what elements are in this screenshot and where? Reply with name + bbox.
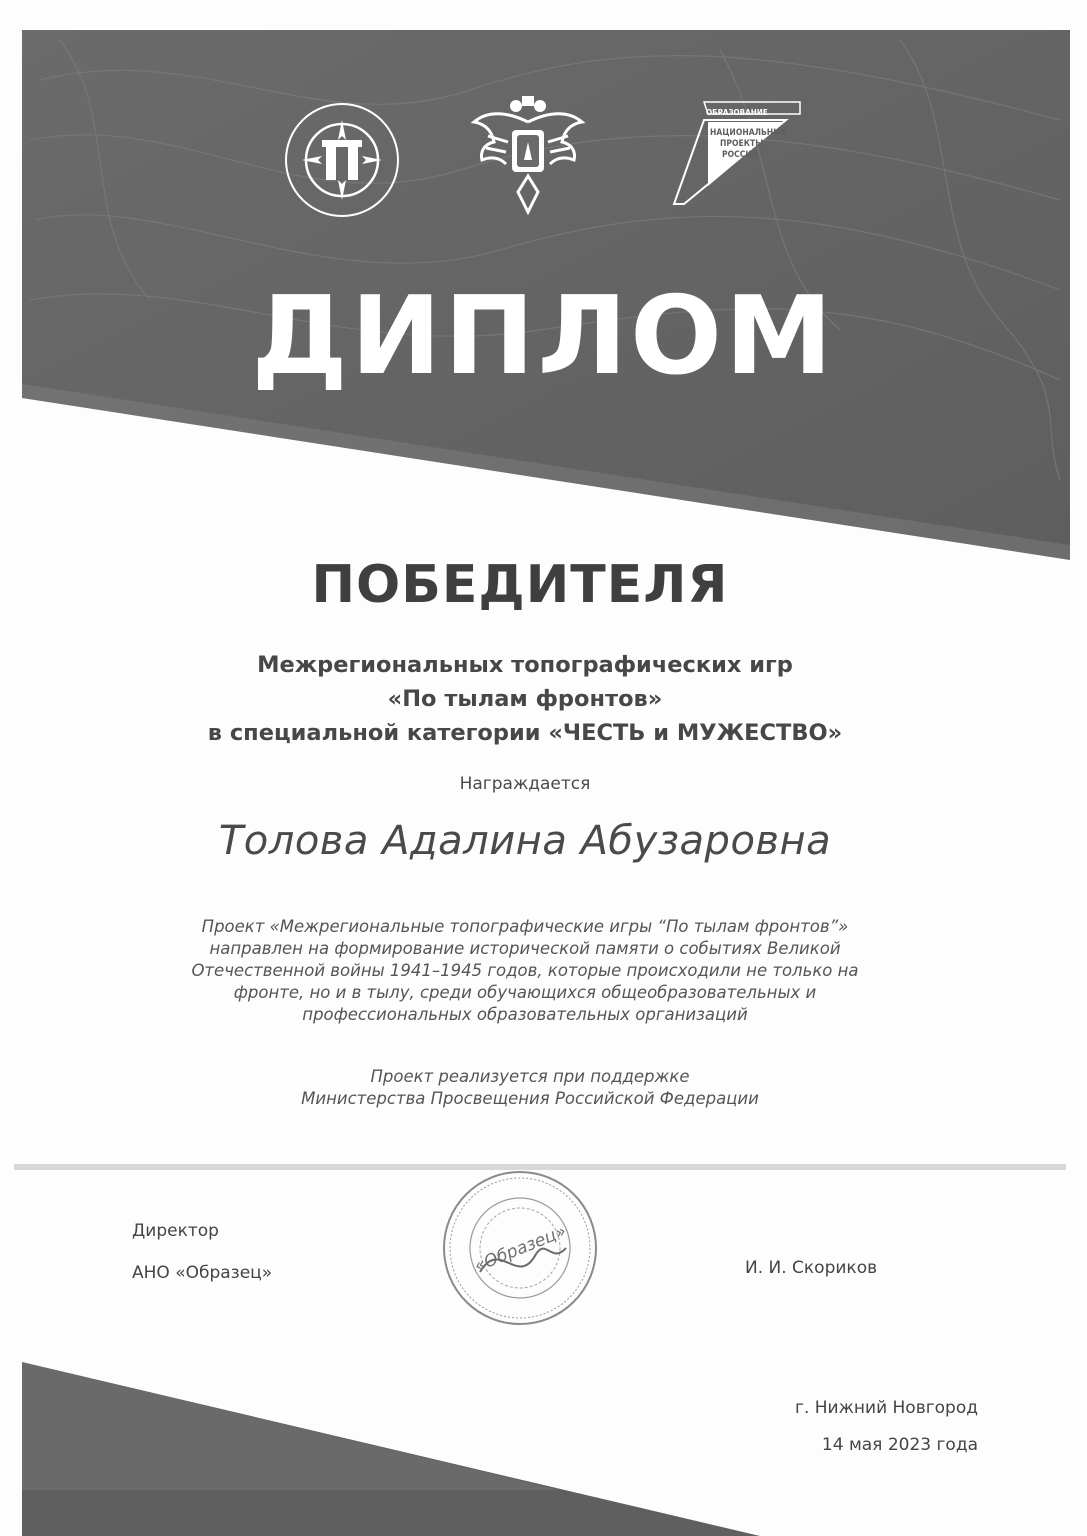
event-line-2: «По тылам фронтов»: [387, 686, 663, 712]
support-note: [0, 1066, 1060, 1110]
signer-name: И. И. Скориков: [745, 1258, 878, 1278]
about-line: направлен на формирование исторической памяти о событиях Великой: [209, 939, 841, 958]
np-line-2: ПРОЕКТЫ: [720, 139, 764, 149]
np-category: ОБРАЗОВАНИЕ: [706, 108, 768, 117]
svg-text:«Образец»: «Образец»: [471, 1221, 570, 1277]
np-line-1: НАЦИОНАЛЬНЫЕ: [710, 128, 787, 138]
awarded-label: Награждается: [459, 774, 591, 794]
support-line-1: Проект реализуется при поддержке: [370, 1067, 690, 1086]
event-line-3: в специальной категории «ЧЕСТЬ и МУЖЕСТВО»: [207, 720, 843, 746]
issue-date: 14 мая 2023 года: [821, 1435, 978, 1455]
project-about: [120, 916, 930, 1026]
organization-stamp: [440, 1168, 600, 1328]
np-line-3: РОССИИ: [722, 150, 759, 160]
issue-city: г. Нижний Новгород: [795, 1398, 978, 1418]
event-line-1: Межрегиональных топографических игр: [257, 652, 793, 678]
about-line: Проект «Межрегиональные топографические игры “По тылам фронтов”»: [201, 917, 849, 936]
event-description: [0, 648, 1050, 750]
recipient-name: Толова Адалина Абузаровна: [218, 818, 832, 864]
about-line: Отечественной войны 1941–1945 годов, которые происходили не только на: [191, 961, 859, 980]
about-line: фронте, но и в тылу, среди обучающихся общеобразовательных и: [233, 983, 817, 1002]
project-logo: [282, 100, 402, 220]
national-projects-logo: [668, 96, 808, 208]
diploma-title: ДИПЛОМ: [251, 274, 836, 399]
about-line: профессиональных образовательных организаций: [302, 1005, 748, 1024]
ministry-eagle-emblem: [468, 92, 588, 217]
signer-organization: АНО «Образец»: [132, 1263, 273, 1283]
winner-subtitle: ПОБЕДИТЕЛЯ: [311, 555, 729, 615]
support-line-2: Министерства Просвещения Российской Федерации: [301, 1089, 759, 1108]
signer-block: [132, 1210, 272, 1294]
signer-position: Директор: [132, 1221, 219, 1241]
